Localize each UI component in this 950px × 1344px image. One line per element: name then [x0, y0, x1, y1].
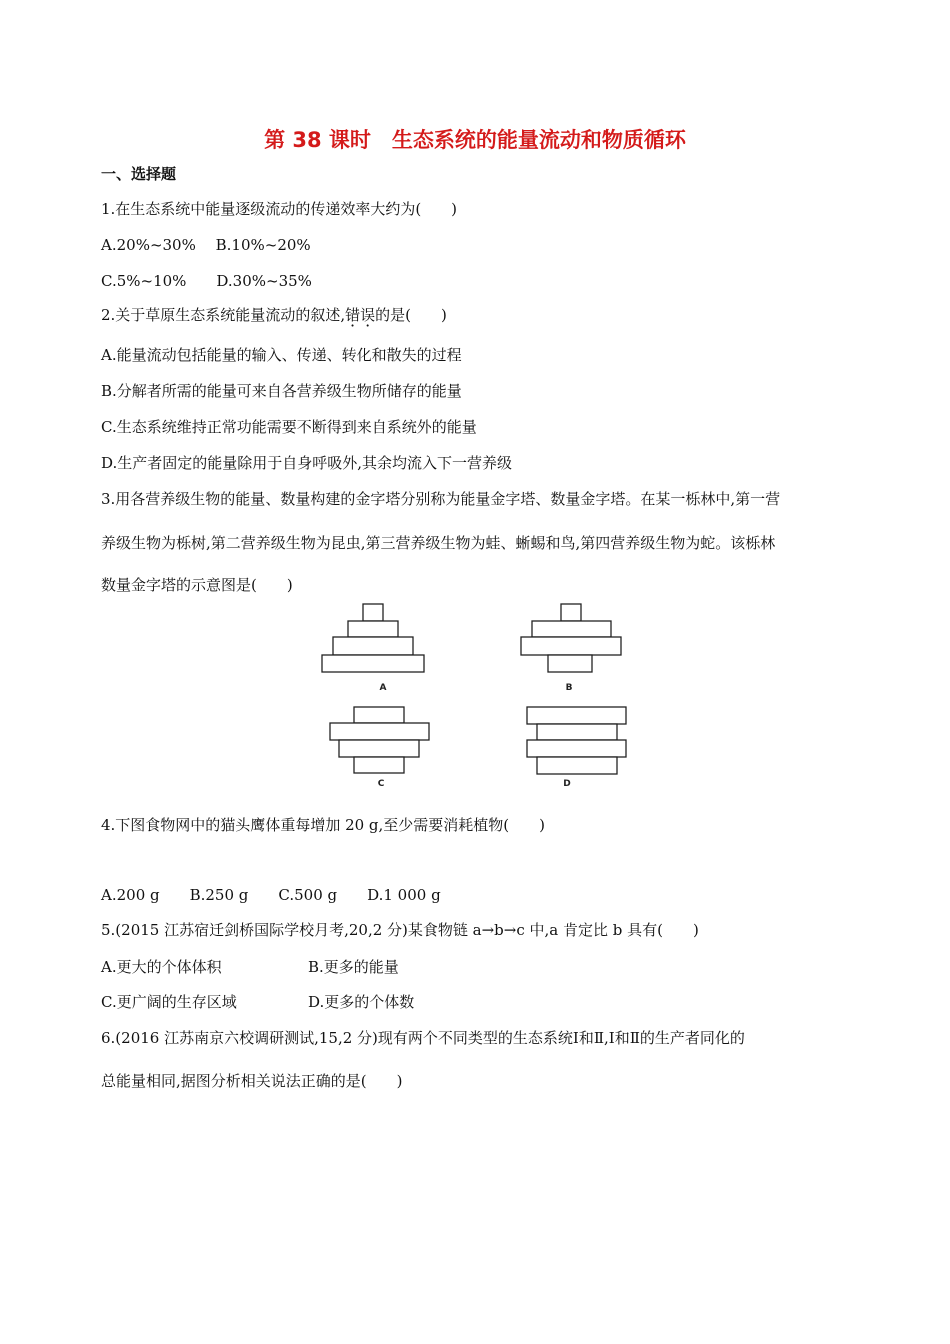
pyramid-b-level-2 — [521, 637, 621, 655]
q2-option-b: B.分解者所需的能量可来自各营养级生物所储存的能量 — [101, 382, 462, 400]
pyramid-a-level-2 — [333, 637, 413, 655]
pyramid-label-b: B — [565, 683, 573, 693]
q2-stem-end: 的是( ) — [375, 306, 447, 324]
pyramid-d-level-4 — [527, 707, 626, 724]
pyramid-c-level-1 — [354, 757, 404, 773]
q3-line-3: 数量金字塔的示意图是( ) — [101, 576, 293, 594]
q5-options-row1 — [101, 957, 399, 977]
pyramid-b-level-4 — [561, 604, 581, 621]
q2-option-d: D.生产者固定的能量除用于自身呼吸外,其余均流入下一营养级 — [101, 454, 513, 472]
q5-stem: 5.(2015 江苏宿迁剑桥国际学校月考,20,2 分)某食物链 a→b→c 中,a 肯定比 b 具有( ) — [101, 921, 699, 939]
page-title: 第 38 课时 生态系统的能量流动和物质循环 — [264, 128, 686, 152]
q2-option-a: A.能量流动包括能量的输入、传递、转化和散失的过程 — [101, 346, 462, 364]
q6-line-2: 总能量相同,据图分析相关说法正确的是( ) — [101, 1072, 403, 1090]
pyramid-d-level-1 — [537, 757, 617, 774]
pyramid-a-level-3 — [348, 621, 398, 637]
q5-option-a: A.更大的个体体积 — [101, 958, 222, 976]
pyramid-a-level-4 — [363, 604, 383, 621]
q1-options-row1: A.20%~30% B.10%~20% — [101, 236, 311, 254]
q4-stem: 4.下图食物网中的猫头鹰体重每增加 20 g,至少需要消耗植物( ) — [101, 816, 546, 834]
pyramid-label-c: C — [377, 779, 385, 789]
q2-emphasis-char-1: 错 — [345, 306, 361, 324]
pyramid-c-level-2 — [339, 740, 419, 757]
q1-stem: 1.在生态系统中能量逐级流动的传递效率大约为( ) — [101, 200, 458, 218]
pyramid-d-level-3 — [537, 724, 617, 740]
q5-option-b: B.更多的能量 — [308, 958, 399, 976]
pyramid-c-level-4 — [354, 707, 404, 723]
pyramid-b-level-1 — [548, 655, 592, 672]
pyramid-d-level-2 — [527, 740, 626, 757]
q3-line-1: 3.用各营养级生物的能量、数量构建的金字塔分别称为能量金字塔、数量金字塔。在某一栎林中,第一营 — [101, 490, 781, 508]
q4-options: A.200 g B.250 g C.500 g D.1 000 g — [101, 886, 441, 904]
q5-option-c: C.更广阔的生存区域 — [101, 993, 237, 1011]
q2-stem-start: 2.关于草原生态系统能量流动的叙述, — [101, 306, 346, 324]
q3-line-2: 养级生物为栎树,第二营养级生物为昆虫,第三营养级生物为蛙、蜥蜴和鸟,第四营养级生物为蛇。该栎林 — [101, 534, 776, 552]
q2-emphasis-char-2: 误 — [360, 306, 376, 324]
section-heading: 一、选择题 — [101, 165, 177, 183]
pyramid-b-level-3 — [532, 621, 611, 637]
pyramid-c-level-3 — [330, 723, 429, 740]
pyramid-label-a: A — [379, 683, 387, 693]
q5-options-row2 — [101, 992, 415, 1012]
pyramid-label-d: D — [563, 779, 571, 789]
q6-line-1: 6.(2016 江苏南京六校调研测试,15,2 分)现有两个不同类型的生态系统Ⅰ和Ⅱ,Ⅰ和Ⅱ的生产者同化的 — [101, 1029, 745, 1047]
pyramid-a-level-1 — [322, 655, 424, 672]
q5-option-d: D.更多的个体数 — [308, 993, 415, 1011]
q2-option-c: C.生态系统维持正常功能需要不断得到来自系统外的能量 — [101, 418, 477, 436]
q1-options-row2: C.5%~10% D.30%~35% — [101, 272, 312, 290]
